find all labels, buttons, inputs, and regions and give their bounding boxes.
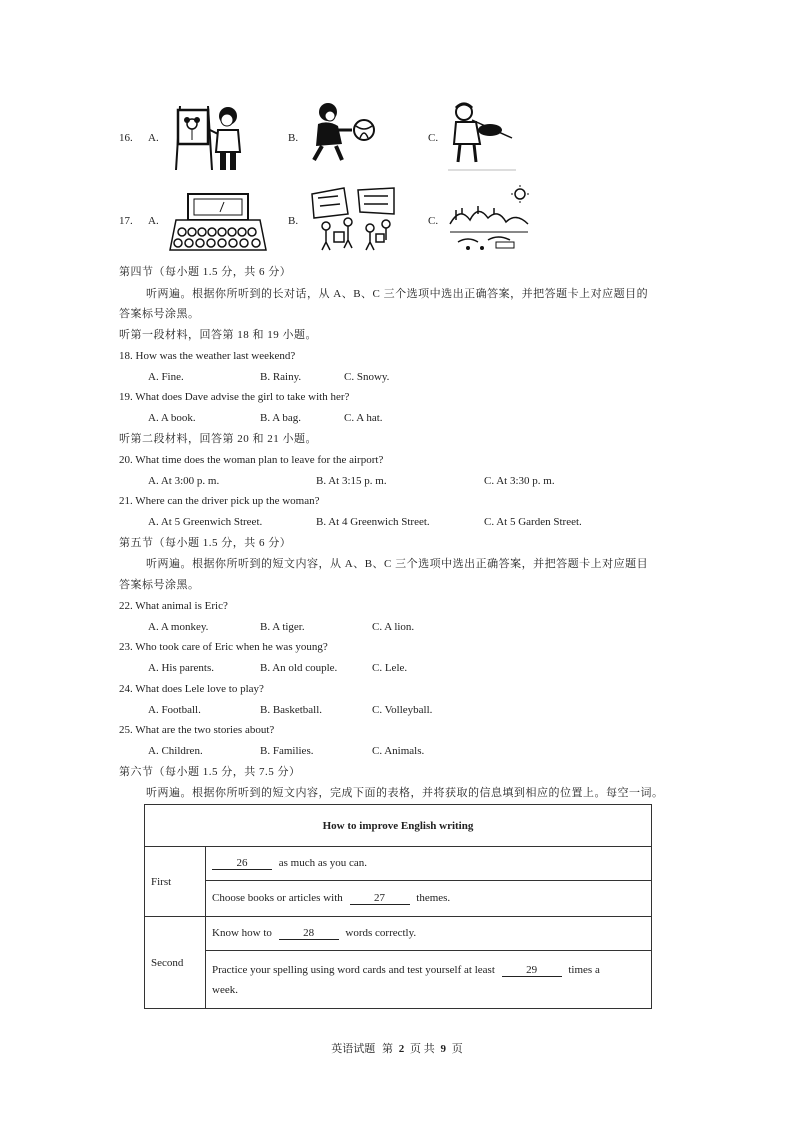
q16-option-b[interactable]: B. [288, 132, 299, 144]
q18-option-c[interactable]: C. Snowy. [344, 371, 390, 383]
section4-instruction-1: 听两遍。根据你所听到的长对话，从 A、B、C 三个选项中选出正确答案，并把答题卡上对应题目的 [146, 288, 649, 300]
question-21: 21. Where can the driver pick up the woman? [119, 495, 320, 507]
q20-option-a[interactable]: A. At 3:00 p. m. [148, 475, 220, 487]
material2-label: 听第二段材料，回答第 20 和 21 小题。 [119, 433, 317, 445]
question-19: 19. What does Dave advise the girl to take with her? [119, 391, 350, 403]
q25-option-b[interactable]: B. Families. [260, 745, 314, 757]
q18-option-a[interactable]: A. Fine. [148, 371, 184, 383]
girl-violin-icon [446, 100, 518, 172]
question-23: 23. Who took care of Eric when he was young? [119, 641, 328, 653]
q16-number: 16. [119, 132, 133, 144]
q17-option-a[interactable]: A. [148, 215, 159, 227]
q21-option-b[interactable]: B. At 4 Greenwich Street. [316, 516, 430, 528]
q21-option-a[interactable]: A. At 5 Greenwich Street. [148, 516, 263, 528]
section4-heading: 第四节（每小题 1.5 分，共 6 分） [119, 266, 292, 278]
q18-option-b[interactable]: B. Rainy. [260, 371, 302, 383]
row4-text-line2: week. [212, 983, 238, 996]
q17-option-c[interactable]: C. [428, 215, 439, 227]
q20-option-b[interactable]: B. At 3:15 p. m. [316, 475, 387, 487]
row4-text-after: times a [568, 963, 600, 976]
cinema-icon [168, 190, 268, 254]
q22-option-a[interactable]: A. A monkey. [148, 621, 209, 633]
question-25: 25. What are the two stories about? [119, 724, 275, 736]
section5-heading: 第五节（每小题 1.5 分，共 6 分） [119, 537, 292, 549]
q16-option-a[interactable]: A. [148, 132, 159, 144]
footer-page-mid: 页 共 [410, 1043, 435, 1055]
q24-option-c[interactable]: C. Volleyball. [372, 704, 433, 716]
q19-option-b[interactable]: B. A bag. [260, 412, 301, 424]
section6-instruction: 听两遍。根据你所听到的短文内容，完成下面的表格，并将获取的信息填到相应的位置上。每空一词。 [146, 787, 664, 799]
table-row [206, 951, 652, 1009]
section5-instruction-2: 答案标号涂黑。 [119, 579, 200, 591]
footer-page-suffix: 页 [451, 1043, 463, 1055]
table-row [206, 917, 652, 951]
blank-28[interactable]: 28 [279, 927, 339, 940]
q21-option-c[interactable]: C. At 5 Garden Street. [484, 516, 582, 528]
q23-option-b[interactable]: B. An old couple. [260, 662, 338, 674]
row2-text-after: themes. [416, 892, 451, 904]
section5-instruction-1: 听两遍。根据你所听到的短文内容，从 A、B、C 三个选项中选出正确答案，并把答题卡上对应题目 [146, 558, 649, 570]
girl-painting-icon [172, 100, 252, 172]
row3-text-after: words correctly. [345, 927, 417, 939]
table-row [206, 881, 652, 917]
row4-text-before: Practice your spelling using word cards and test yourself at least [212, 963, 495, 976]
q25-option-c[interactable]: C. Animals. [372, 745, 425, 757]
blank-29[interactable]: 29 [502, 964, 562, 977]
row-label-second: Second [145, 917, 206, 1009]
q17-number: 17. [119, 215, 133, 227]
footer-subject: 英语试题 [331, 1043, 376, 1055]
info-table [144, 804, 652, 1009]
q24-option-a[interactable]: A. Football. [148, 704, 201, 716]
park-icon [448, 184, 532, 254]
table-title: How to improve English writing [145, 805, 652, 847]
question-20: 20. What time does the woman plan to leave for the airport? [119, 454, 384, 466]
question-18: 18. How was the weather last weekend? [119, 350, 296, 362]
footer-page-total: 9 [440, 1043, 446, 1055]
q25-option-a[interactable]: A. Children. [148, 745, 203, 757]
q24-option-b[interactable]: B. Basketball. [260, 704, 323, 716]
q20-option-c[interactable]: C. At 3:30 p. m. [484, 475, 555, 487]
blank-26[interactable]: 26 [212, 857, 272, 870]
q19-option-a[interactable]: A. A book. [148, 412, 196, 424]
table-row [206, 847, 652, 881]
girl-volleyball-icon [308, 100, 378, 164]
shopping-street-icon [308, 184, 398, 254]
footer-page-pre: 第 [382, 1043, 393, 1055]
question-22: 22. What animal is Eric? [119, 600, 228, 612]
row2-text-before: Choose books or articles with [212, 892, 343, 904]
footer-page-number: 2 [398, 1043, 405, 1055]
row-label-first: First [145, 847, 206, 917]
blank-27[interactable]: 27 [350, 892, 410, 905]
q23-option-c[interactable]: C. Lele. [372, 662, 408, 674]
row3-text-before: Know how to [212, 927, 272, 939]
q23-option-a[interactable]: A. His parents. [148, 662, 214, 674]
material1-label: 听第一段材料，回答第 18 和 19 小题。 [119, 329, 317, 341]
q22-option-b[interactable]: B. A tiger. [260, 621, 305, 633]
q17-option-b[interactable]: B. [288, 215, 299, 227]
q19-option-c[interactable]: C. A hat. [344, 412, 383, 424]
question-24: 24. What does Lele love to play? [119, 683, 264, 695]
q22-option-c[interactable]: C. A lion. [372, 621, 415, 633]
section4-instruction-2: 答案标号涂黑。 [119, 308, 200, 320]
section6-heading: 第六节（每小题 1.5 分，共 7.5 分） [119, 766, 301, 778]
page-footer [0, 1040, 794, 1056]
q16-option-c[interactable]: C. [428, 132, 439, 144]
row1-text: as much as you can. [278, 857, 368, 869]
